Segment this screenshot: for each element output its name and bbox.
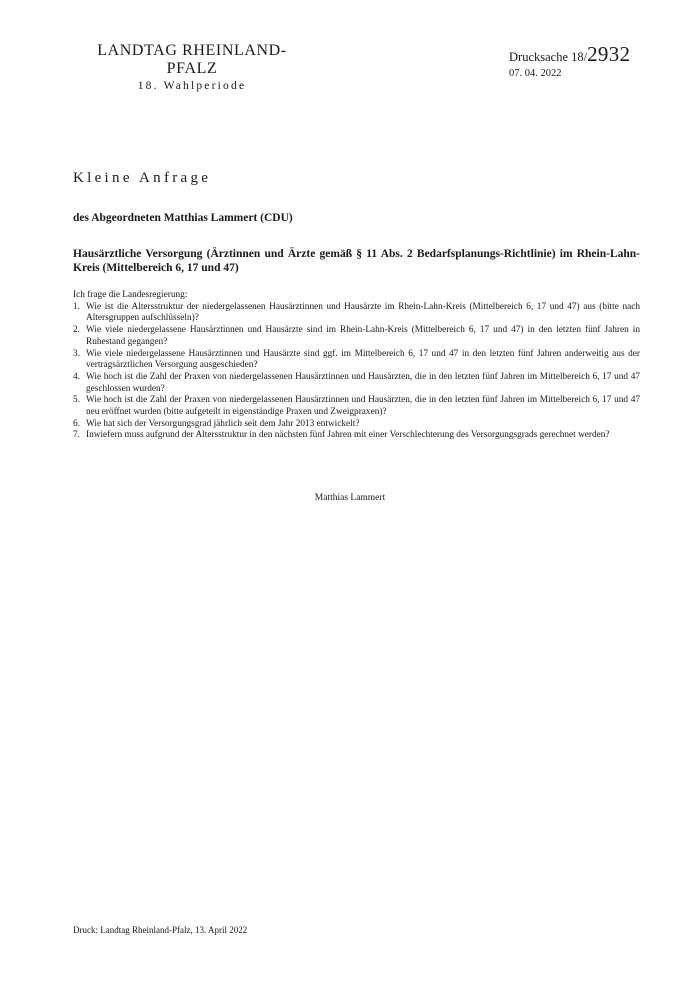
document-type: Kleine Anfrage xyxy=(73,170,212,186)
document-reference xyxy=(509,44,630,79)
question-item xyxy=(73,395,640,418)
drucksache-label xyxy=(509,44,630,67)
print-footer: Druck: Landtag Rheinland-Pfalz, 13. April 2022 xyxy=(73,925,248,935)
question-number: 6. xyxy=(73,418,80,429)
question-number: 3. xyxy=(73,348,80,359)
question-text: Inwiefern muss aufgrund der Altersstruktur in den nächsten fünf Jahren mit einer Verschlechterung des Versorgungsgrads gerechnet werden? xyxy=(86,430,610,441)
question-item xyxy=(73,349,640,372)
question-number: 4. xyxy=(73,371,80,382)
question-number: 1. xyxy=(73,301,80,312)
question-text: Wie viele niedergelassene Hausärztinnen und Hausärzte sind im Rhein-Lahn-Kreis (Mittelbereich 6, 17 und 47) in den letzten fünf Jahren in Ruhestand gegangen? xyxy=(86,325,640,347)
question-list xyxy=(73,302,640,442)
intro-text: Ich frage die Landesregierung: xyxy=(73,290,188,300)
letterhead xyxy=(72,42,312,92)
question-text: Wie hoch ist die Zahl der Praxen von niedergelassenen Hausärztinnen und Hausärzten, die in den letzten fünf Jahren im Mittelbereich 6, 17 und 47 neu eröffnet wurden (bitte aufgeteilt in eigenständige Praxen und Zweigpraxen)? xyxy=(86,395,640,418)
question-item xyxy=(73,419,640,431)
legislative-period: 18. Wahlperiode xyxy=(137,80,247,92)
document-author: des Abgeordneten Matthias Lammert (CDU) xyxy=(73,212,293,224)
question-text: Wie ist die Altersstruktur der niedergelassenen Hausärztinnen und Hausärzte im Rhein-Lahn-Kreis (Mittelbereich 6, 17 und 47) aus (bitte nach Altersgruppen aufschlüsseln)? xyxy=(86,301,640,324)
question-text: Wie hoch ist die Zahl der Praxen von niedergelassenen Hausärztinnen und Hausärzten, die in den letzten fünf Jahren im Mittelbereich 6, 17 und 47 geschlossen wurden? xyxy=(86,371,640,394)
question-item xyxy=(73,325,640,348)
document-body xyxy=(73,290,640,442)
parliament-name: LANDTAG RHEINLAND-PFALZ xyxy=(97,42,287,77)
question-item xyxy=(73,302,640,325)
drucksache-prefix: Drucksache 18/ xyxy=(509,50,588,64)
question-item xyxy=(73,430,640,442)
question-number: 5. xyxy=(73,395,80,406)
document-subject: Hausärztliche Versorgung (Ärztinnen und Ärzte gemäß § 11 Abs. 2 Bedarfsplanungs-Richtlinie) im Rhein-Lahn-Kreis (Mittelbereich 6, 17 und 47) xyxy=(73,248,640,274)
question-number: 7. xyxy=(73,430,80,441)
question-text: Wie viele niedergelassene Hausärztinnen und Hausärzte sind ggf. im Mittelbereich 6, 17 und 47 in den letzten fünf Jahren anderweitig aus der vertragsärztlichen Versorgung ausgeschieden? xyxy=(86,348,640,371)
question-item xyxy=(73,372,640,395)
signature: Matthias Lammert xyxy=(314,493,386,503)
question-text: Wie hat sich der Versorgungsgrad jährlich seit dem Jahr 2013 entwickelt? xyxy=(86,418,360,429)
document-date: 07. 04. 2022 xyxy=(509,68,562,79)
drucksache-number: 2932 xyxy=(587,42,631,66)
question-number: 2. xyxy=(73,325,80,336)
